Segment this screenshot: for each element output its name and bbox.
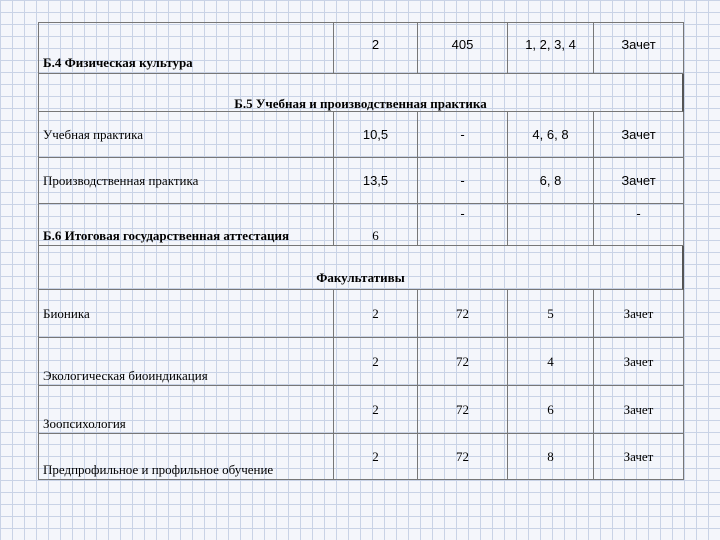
row-zoopsychology-credits: 2 [334, 386, 418, 434]
row-production-practice-credits: 13,5 [334, 158, 418, 204]
row-study-practice-semesters: 4, 6, 8 [508, 112, 594, 158]
row-bf4-control: Зачет [594, 22, 684, 74]
row-bionics-credits: 2 [334, 290, 418, 338]
row-bionics-name: Бионика [38, 290, 334, 338]
row-bf4-name: Б.4 Физическая культура [38, 22, 334, 74]
row-eco-bioindication-semesters: 4 [508, 338, 594, 386]
row-bf4-semesters: 1, 2, 3, 4 [508, 22, 594, 74]
row-zoopsychology-semesters: 6 [508, 386, 594, 434]
row-profile-training-credits: 2 [334, 434, 418, 480]
row-production-practice-name: Производственная практика [38, 158, 334, 204]
row-profile-training-control: Зачет [594, 434, 684, 480]
row-bionics-hours: 72 [418, 290, 508, 338]
row-zoopsychology-name: Зоопсихология [38, 386, 334, 434]
row-study-practice-hours: - [418, 112, 508, 158]
row-zoopsychology-control: Зачет [594, 386, 684, 434]
curriculum-table [38, 22, 684, 480]
row-study-practice-control: Зачет [594, 112, 684, 158]
row-profile-training-semesters: 8 [508, 434, 594, 480]
row-profile-training-name: Предпрофильное и профильное обучение [38, 434, 334, 480]
row-zoopsychology-hours: 72 [418, 386, 508, 434]
row-bionics-control: Зачет [594, 290, 684, 338]
row-production-practice-control: Зачет [594, 158, 684, 204]
row-eco-bioindication-hours: 72 [418, 338, 508, 386]
row-profile-training-hours: 72 [418, 434, 508, 480]
row-production-practice-semesters: 6, 8 [508, 158, 594, 204]
row-eco-bioindication-credits: 2 [334, 338, 418, 386]
row-study-practice-credits: 10,5 [334, 112, 418, 158]
row-final-attestation-name: Б.6 Итоговая государственная аттестация [38, 204, 334, 246]
section-practice-header: Б.5 Учебная и производственная практика [38, 74, 684, 112]
row-eco-bioindication-name: Экологическая биоиндикация [38, 338, 334, 386]
row-study-practice-name: Учебная практика [38, 112, 334, 158]
row-final-attestation-semesters [508, 204, 594, 246]
row-final-attestation-credits: 6 [334, 204, 418, 246]
row-final-attestation-hours: - [418, 204, 508, 246]
row-final-attestation-control: - [594, 204, 684, 246]
row-production-practice-hours: - [418, 158, 508, 204]
row-eco-bioindication-control: Зачет [594, 338, 684, 386]
row-bionics-semesters: 5 [508, 290, 594, 338]
row-bf4-hours: 405 [418, 22, 508, 74]
row-bf4-credits: 2 [334, 22, 418, 74]
section-electives-header: Факультативы [38, 246, 684, 290]
